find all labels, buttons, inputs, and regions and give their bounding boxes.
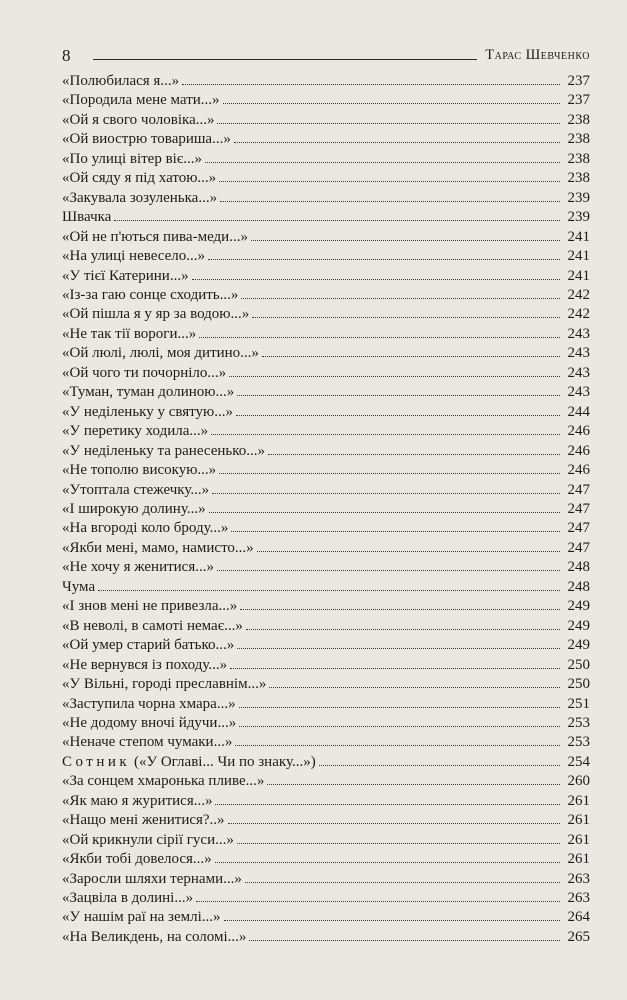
- running-head: Тарас Шевченко: [485, 47, 590, 63]
- dot-leader: [217, 123, 560, 124]
- toc-entry-page: 243: [567, 384, 590, 401]
- toc-entry-title: [62, 597, 237, 616]
- toc-entry-page: 246: [567, 462, 590, 479]
- dot-leader: [98, 590, 560, 591]
- toc-entry-page: 253: [567, 714, 590, 731]
- toc-entry-title: [62, 617, 243, 636]
- toc-entry: [62, 908, 590, 927]
- toc-entry-title: [62, 733, 232, 752]
- toc-entry-page: 242: [567, 306, 590, 323]
- toc-entry-title-text: «Ой люлі, люлі, моя дитино...»: [62, 345, 259, 362]
- toc-entry-title-text: «В неволі, в самоті немає...»: [62, 617, 243, 634]
- toc-entry: [62, 150, 590, 169]
- toc-entry: [62, 617, 590, 636]
- dot-leader: [257, 551, 560, 552]
- toc-entry-page: 243: [567, 325, 590, 342]
- dot-leader: [262, 356, 560, 357]
- toc-entry-title-text: «На вгороді коло броду...»: [62, 520, 229, 537]
- toc-entry-title-text: Сотник: [62, 753, 131, 770]
- toc-entry: [62, 228, 590, 247]
- toc-entry-page: 265: [567, 928, 590, 945]
- toc-entry-title-text: «Не так тії вороги...»: [62, 325, 197, 342]
- toc-entry: [62, 111, 590, 130]
- toc-entry: [62, 91, 590, 110]
- toc-entry-page: 247: [567, 520, 590, 537]
- toc-entry: [62, 364, 590, 383]
- toc-entry-page: 238: [567, 131, 590, 148]
- dot-leader: [236, 415, 560, 416]
- toc-entry-title: [62, 481, 209, 500]
- header-rule: [93, 59, 478, 60]
- toc-entry: [62, 695, 590, 714]
- toc-entry-title: [62, 442, 265, 461]
- toc-entry: [62, 539, 590, 558]
- toc-entry-page: 238: [567, 150, 590, 167]
- dot-leader: [192, 279, 560, 280]
- toc-entry-title-text: «Ой умер старий батько...»: [62, 637, 235, 654]
- toc-entry-page: 243: [567, 364, 590, 381]
- toc-entry-title: [62, 558, 214, 577]
- toc-entry-title-text: «По улиці вітер віє...»: [62, 150, 203, 167]
- toc-entry-title-text: «У Вільні, городі преславнім...»: [62, 676, 267, 693]
- toc-entry: [62, 753, 590, 772]
- dot-leader: [251, 240, 560, 241]
- toc-entry-title-text: «Неначе степом чумаки...»: [62, 734, 233, 751]
- toc-entry-title: [62, 169, 216, 188]
- dot-leader: [241, 298, 560, 299]
- dot-leader: [182, 84, 560, 85]
- toc-entry-title: [62, 850, 212, 869]
- toc-entry-title-text: «Не тополю високую...»: [62, 462, 217, 479]
- dot-leader: [267, 784, 560, 785]
- toc-entry-title: [62, 111, 214, 130]
- page-header: [62, 40, 590, 64]
- dot-leader: [220, 201, 560, 202]
- toc-entry: [62, 344, 590, 363]
- toc-entry: [62, 383, 590, 402]
- toc-entry-title-text: Швачка: [62, 209, 112, 226]
- toc-entry-title: [62, 578, 95, 597]
- toc-entry-page: 247: [567, 500, 590, 517]
- toc-entry-page: 241: [567, 267, 590, 284]
- toc-entry-title-text: «Закувала зозуленька...»: [62, 189, 218, 206]
- toc-entry-page: 249: [567, 617, 590, 634]
- toc-entry-title: [62, 714, 236, 733]
- dot-leader: [268, 454, 560, 455]
- toc-entry-page: 246: [567, 442, 590, 459]
- toc-entry-title: [62, 461, 216, 480]
- dot-leader: [196, 901, 560, 902]
- toc-entry-title-text: «Не додому вночі йдучи...»: [62, 714, 237, 731]
- toc-entry-title: [62, 305, 249, 324]
- toc-entry: [62, 325, 590, 344]
- dot-leader: [209, 512, 560, 513]
- toc-entry-title: [62, 403, 233, 422]
- toc-entry: [62, 519, 590, 538]
- toc-entry-title: [62, 91, 220, 110]
- dot-leader: [205, 162, 560, 163]
- toc-entry-page: 241: [567, 248, 590, 265]
- toc-entry-title: [62, 500, 206, 519]
- toc-entry-title-text: «Ой не п'ються пива-меди...»: [62, 228, 248, 245]
- toc-entry-title: [62, 753, 316, 772]
- toc-entry-page: 264: [567, 909, 590, 926]
- dot-leader: [319, 765, 560, 766]
- toc-entry-title-text: «І знов мені не привезла...»: [62, 598, 238, 615]
- toc-entry: [62, 597, 590, 616]
- toc-entry-title: [62, 519, 228, 538]
- toc-entry-title: [62, 208, 111, 227]
- toc-entry: [62, 811, 590, 830]
- toc-entry-title-text: «І широкую долину...»: [62, 500, 206, 517]
- toc-entry-title-text: «Туман, туман долиною...»: [62, 384, 235, 401]
- dot-leader: [269, 687, 560, 688]
- toc-entry-title-text: «У тієї Катерини...»: [62, 267, 189, 284]
- toc-entry: [62, 870, 590, 889]
- toc-entry-page: 237: [567, 92, 590, 109]
- toc-entry-page: 261: [567, 851, 590, 868]
- toc-entry-page: 249: [567, 637, 590, 654]
- dot-leader: [229, 376, 560, 377]
- toc-entry-subtitle: («У Оглаві... Чи по знаку...»): [130, 753, 316, 770]
- toc-entry-title: [62, 383, 234, 402]
- dot-leader: [219, 473, 560, 474]
- toc-entry-title: [62, 831, 234, 850]
- toc-entry-title-text: «Ой чого ти почорніло...»: [62, 364, 227, 381]
- table-of-contents: [62, 72, 590, 947]
- toc-entry-title: [62, 695, 236, 714]
- toc-entry-title-text: «Не вернувся із походу...»: [62, 656, 228, 673]
- toc-entry: [62, 481, 590, 500]
- toc-entry-title-text: «Ой я свого чоловіка...»: [62, 111, 215, 128]
- toc-entry-title: [62, 72, 179, 91]
- toc-entry-page: 263: [567, 870, 590, 887]
- toc-entry-title-text: «У нашім раї на землі...»: [62, 909, 221, 926]
- page-number: 8: [62, 46, 71, 65]
- toc-entry-title: [62, 908, 221, 927]
- toc-entry-page: 241: [567, 228, 590, 245]
- dot-leader: [237, 395, 560, 396]
- dot-leader: [224, 920, 560, 921]
- toc-entry: [62, 656, 590, 675]
- dot-leader: [217, 570, 560, 571]
- dot-leader: [199, 337, 560, 338]
- toc-entry-title-text: «У перетику ходила...»: [62, 423, 209, 440]
- toc-entry-page: 254: [567, 753, 590, 770]
- toc-entry: [62, 422, 590, 441]
- toc-entry-page: 243: [567, 345, 590, 362]
- dot-leader: [237, 648, 560, 649]
- toc-entry-title-text: «Нащо мені женитися?..»: [62, 812, 225, 829]
- toc-entry-title-text: «За сонцем хмаронька пливе...»: [62, 773, 265, 790]
- toc-entry-page: 260: [567, 773, 590, 790]
- toc-entry-title: [62, 792, 212, 811]
- toc-entry-title-text: «Полюбилася я...»: [62, 73, 180, 89]
- toc-entry-title: [62, 772, 264, 791]
- toc-entry: [62, 305, 590, 324]
- dot-leader: [249, 940, 560, 941]
- toc-entry-title-text: «Заступила чорна хмара...»: [62, 695, 236, 712]
- dot-leader: [252, 317, 560, 318]
- toc-entry-page: 251: [567, 695, 590, 712]
- toc-entry-page: 249: [567, 598, 590, 615]
- toc-entry-page: 248: [567, 578, 590, 595]
- toc-entry: [62, 286, 590, 305]
- toc-entry-title-text: «Зацвіла в долині...»: [62, 890, 194, 907]
- toc-entry: [62, 461, 590, 480]
- dot-leader: [246, 629, 560, 630]
- toc-entry-title: [62, 344, 259, 363]
- toc-entry-title: [62, 928, 246, 947]
- toc-entry: [62, 792, 590, 811]
- toc-entry-title-text: «Із-за гаю сонце сходить...»: [62, 286, 239, 303]
- dot-leader: [240, 609, 560, 610]
- toc-entry-title-text: «Ой виострю товариша...»: [62, 131, 231, 148]
- toc-entry: [62, 714, 590, 733]
- dot-leader: [211, 434, 560, 435]
- toc-entry: [62, 733, 590, 752]
- toc-entry-title-text: «Ой пішла я у яр за водою...»: [62, 306, 250, 323]
- dot-leader: [223, 103, 560, 104]
- toc-entry: [62, 850, 590, 869]
- toc-entry-title: [62, 636, 234, 655]
- toc-entry-title-text: «Якби тобі довелося...»: [62, 851, 212, 868]
- toc-entry-title-text: «Заросли шляхи тернами...»: [62, 870, 242, 887]
- dot-leader: [234, 142, 560, 143]
- toc-entry-title: [62, 870, 242, 889]
- dot-leader: [245, 882, 560, 883]
- toc-entry-page: 261: [567, 831, 590, 848]
- toc-entry: [62, 500, 590, 519]
- dot-leader: [212, 493, 560, 494]
- toc-entry: [62, 72, 590, 91]
- dot-leader: [235, 745, 560, 746]
- toc-entry-title-text: «Утоптала стежечку...»: [62, 481, 210, 498]
- toc-entry-title-text: «На улиці невесело...»: [62, 248, 205, 265]
- dot-leader: [239, 726, 560, 727]
- toc-entry-title-text: «Не хочу я женитися...»: [62, 559, 214, 576]
- toc-entry: [62, 169, 590, 188]
- toc-entry-title: [62, 675, 266, 694]
- toc-entry-title: [62, 228, 248, 247]
- toc-entry-page: 250: [567, 656, 590, 673]
- toc-entry-title: [62, 247, 205, 266]
- dot-leader: [231, 531, 560, 532]
- toc-entry-page: 238: [567, 111, 590, 128]
- dot-leader: [208, 259, 560, 260]
- toc-entry: [62, 267, 590, 286]
- toc-entry-title-text: Чума: [62, 578, 96, 595]
- toc-entry: [62, 772, 590, 791]
- toc-entry-page: 263: [567, 890, 590, 907]
- toc-entry: [62, 889, 590, 908]
- toc-entry-title-text: «Якби мені, мамо, намисто...»: [62, 539, 254, 556]
- toc-entry-title: [62, 811, 225, 830]
- toc-entry: [62, 208, 590, 227]
- toc-entry-title: [62, 889, 193, 908]
- toc-entry-page: 248: [567, 559, 590, 576]
- toc-entry-page: 261: [567, 792, 590, 809]
- dot-leader: [215, 804, 560, 805]
- toc-entry-title-text: «Ой сяду я під хатою...»: [62, 170, 217, 187]
- toc-entry-title: [62, 286, 238, 305]
- toc-entry-title-text: «На Великдень, на соломі...»: [62, 928, 247, 945]
- toc-entry-title-text: «Як маю я журитися...»: [62, 792, 213, 809]
- toc-entry-page: 246: [567, 423, 590, 440]
- toc-entry-title-text: «Породила мене мати...»: [62, 92, 220, 109]
- toc-entry: [62, 189, 590, 208]
- dot-leader: [230, 668, 560, 669]
- toc-entry: [62, 247, 590, 266]
- toc-entry-title: [62, 364, 226, 383]
- toc-entry-page: 244: [567, 403, 590, 420]
- toc-entry: [62, 403, 590, 422]
- dot-leader: [215, 862, 560, 863]
- toc-entry-title: [62, 656, 227, 675]
- toc-entry: [62, 558, 590, 577]
- toc-entry-page: 261: [567, 812, 590, 829]
- toc-entry-page: 247: [567, 481, 590, 498]
- toc-entry: [62, 675, 590, 694]
- toc-entry-page: 239: [567, 209, 590, 226]
- toc-entry-page: 238: [567, 170, 590, 187]
- toc-entry: [62, 442, 590, 461]
- toc-entry-title-text: «У неділеньку у святую...»: [62, 403, 233, 420]
- toc-entry-title: [62, 130, 231, 149]
- toc-entry-title: [62, 189, 217, 208]
- dot-leader: [228, 823, 560, 824]
- dot-leader: [219, 181, 560, 182]
- toc-entry-page: 239: [567, 189, 590, 206]
- toc-entry: [62, 636, 590, 655]
- toc-entry-title-text: «У неділеньку та ранесенько...»: [62, 442, 265, 459]
- toc-entry-page: 250: [567, 676, 590, 693]
- toc-entry-page: 242: [567, 286, 590, 303]
- toc-entry-title-text: «Ой крикнули сірії гуси...»: [62, 831, 234, 848]
- toc-entry-title: [62, 325, 196, 344]
- toc-entry-title: [62, 422, 208, 441]
- toc-entry: [62, 130, 590, 149]
- toc-entry: [62, 928, 590, 947]
- toc-entry: [62, 831, 590, 850]
- toc-entry-title: [62, 150, 202, 169]
- toc-entry-page: 247: [567, 539, 590, 556]
- toc-entry-page: 253: [567, 734, 590, 751]
- toc-entry-page: 237: [567, 73, 590, 89]
- dot-leader: [237, 843, 560, 844]
- toc-entry-title: [62, 267, 189, 286]
- dot-leader: [239, 707, 560, 708]
- toc-entry-title: [62, 539, 254, 558]
- dot-leader: [114, 220, 560, 221]
- toc-entry: [62, 578, 590, 597]
